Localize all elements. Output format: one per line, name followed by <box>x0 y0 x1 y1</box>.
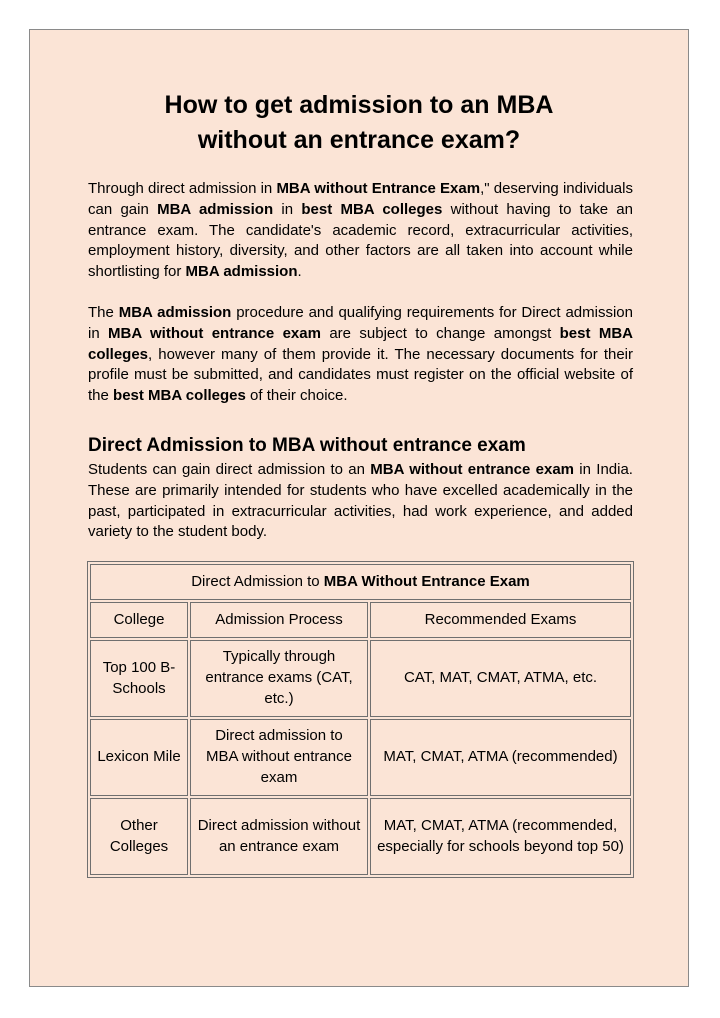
page-title <box>30 88 688 158</box>
table-caption <box>90 564 631 600</box>
document-page <box>29 29 689 987</box>
page-title-line-1: How to get admission to an MBA <box>164 91 554 119</box>
section-paragraph <box>88 460 633 543</box>
page-title-line-2: without an entrance exam? <box>197 126 521 154</box>
intro-keyword: MBA admission <box>157 200 274 218</box>
table-cell-recommended-exams: MAT, CMAT, ATMA (recommended) <box>370 719 631 796</box>
column-header-recommended-exams: Recommended Exams <box>370 602 631 638</box>
procedure-paragraph <box>88 303 633 407</box>
procedure-text: are subject to change amongst <box>320 324 560 342</box>
procedure-text: The <box>88 304 119 321</box>
table-header-row <box>90 602 631 638</box>
table-row <box>90 798 631 875</box>
table-cell-college: Lexicon Mile <box>90 719 188 796</box>
table-caption-row <box>90 564 631 600</box>
intro-keyword: MBA admission <box>185 263 298 281</box>
table-cell-admission-process: Direct admission without an entrance exam <box>190 798 368 875</box>
table-cell-admission-process: Direct admission to MBA without entrance exam <box>190 719 368 796</box>
intro-keyword: MBA without Entrance Exam <box>276 180 481 197</box>
table-caption-text: Direct Admission to <box>191 572 324 590</box>
procedure-keyword: best MBA colleges <box>113 387 246 405</box>
procedure-text: of their choice. <box>245 387 348 405</box>
section-text: Students can gain direct admission to an <box>88 461 371 478</box>
intro-text: Through direct admission in <box>88 180 277 197</box>
table-cell-recommended-exams: CAT, MAT, CMAT, ATMA, etc. <box>370 640 631 717</box>
intro-text: . <box>297 263 302 281</box>
procedure-keyword: MBA without entrance exam <box>108 324 321 342</box>
table-cell-college: Top 100 B-Schools <box>90 640 188 717</box>
intro-text: ," deserving individuals can gain <box>88 180 633 218</box>
intro-text: without having to take an entrance exam. The candidate's academic record, extracurricular activities, employment history, diversity, and other factors are all taken into account while shortlisting for <box>88 200 633 281</box>
table-row <box>90 640 631 717</box>
section-keyword: MBA without entrance exam <box>370 461 574 478</box>
column-header-admission-process: Admission Process <box>190 602 368 638</box>
admission-table <box>87 561 634 878</box>
section-heading: Direct Admission to MBA without entrance exam <box>88 435 526 456</box>
column-header-college: College <box>90 602 188 638</box>
procedure-keyword: MBA admission <box>118 304 232 321</box>
intro-text: in <box>273 200 302 218</box>
procedure-keyword: best MBA colleges <box>88 324 634 363</box>
procedure-text: procedure and qualifying requirements for Direct admission in <box>88 304 633 342</box>
table-caption-keyword: MBA Without Entrance Exam <box>323 572 530 590</box>
intro-keyword: best MBA colleges <box>301 200 443 218</box>
table-cell-college: Other Colleges <box>90 798 188 875</box>
intro-paragraph <box>88 179 633 283</box>
section-text: in India. These are primarily intended for students who have excelled academically in the past, participated in extracurricular activities, had work experience, and added variety to the student body. <box>88 461 633 541</box>
table-cell-admission-process: Typically through entrance exams (CAT, etc.) <box>190 640 368 717</box>
table-cell-recommended-exams: MAT, CMAT, ATMA (recommended, especially for schools beyond top 50) <box>370 798 631 875</box>
procedure-text: , however many of them provide it. The necessary documents for their profile must be submitted, and candidates must register on the official website of the <box>88 345 633 405</box>
table-row <box>90 719 631 796</box>
